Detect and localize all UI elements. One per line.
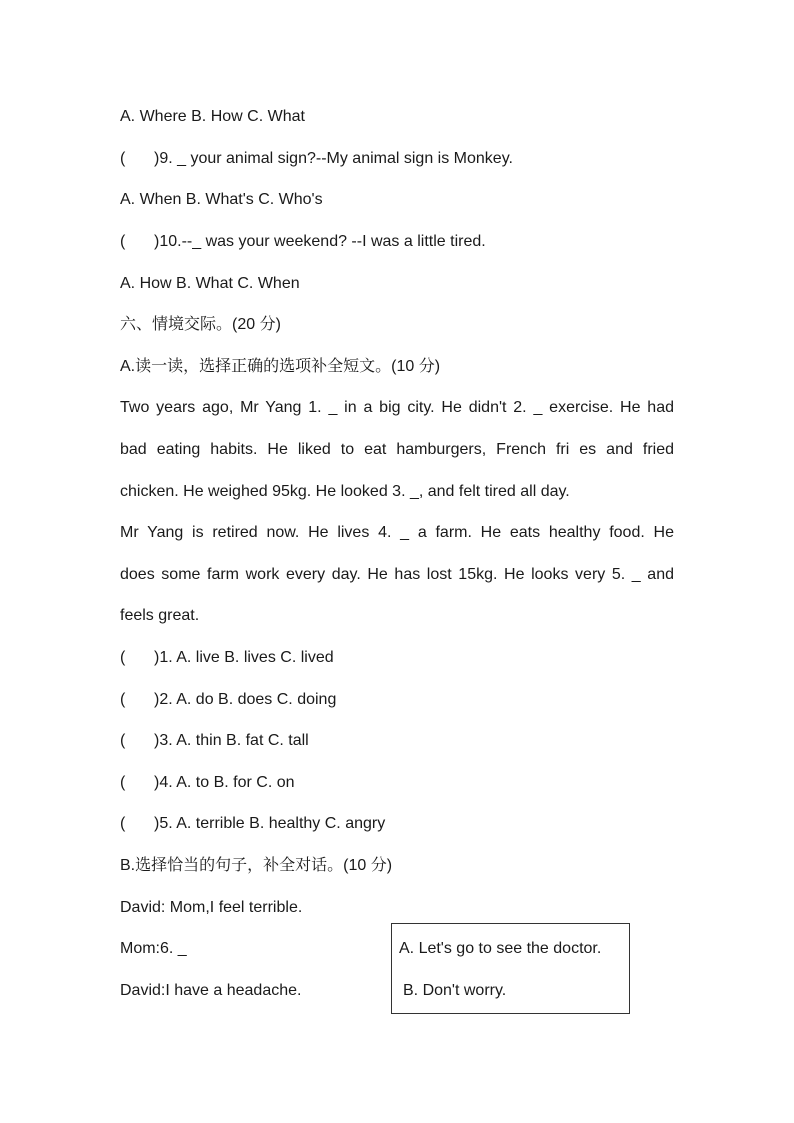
answer-paren: (: [120, 649, 126, 666]
part-a-question-5: [120, 814, 385, 834]
question-9-text: )9. _ your animal sign?--My animal sign is Monkey.: [154, 150, 513, 167]
part-a-question-3: [120, 731, 309, 751]
dialogue-line-3: David:I have a headache.: [120, 982, 302, 999]
part-a-question-4: [120, 773, 295, 793]
passage-line: Two years ago, Mr Yang 1. _ in a big city. He didn't 2. _ exercise. He had: [120, 399, 674, 416]
part-a-question-1: [120, 648, 334, 668]
answer-paren: (: [120, 774, 126, 791]
passage-line: does some farm work every day. He has lost 15kg. He looks very 5. _ and: [120, 566, 674, 583]
q8-options: A. Where B. How C. What: [120, 108, 305, 125]
question-text: )2. A. do B. does C. doing: [154, 691, 337, 708]
question-text: )1. A. live B. lives C. lived: [154, 649, 334, 666]
q10-options: A. How B. What C. When: [120, 275, 300, 292]
part-a-question-2: [120, 690, 336, 710]
q9-options: A. When B. What's C. Who's: [120, 191, 323, 208]
passage-line: Mr Yang is retired now. He lives 4. _ a farm. He eats healthy food. He: [120, 524, 674, 541]
box-option-b: B. Don't worry.: [403, 982, 507, 999]
answer-paren: (: [120, 732, 126, 749]
part-a-title: A.读一读，选择正确的选项补全短文。(10 分): [120, 358, 441, 375]
dialogue-line-2: Mom:6. _: [120, 940, 187, 957]
answer-paren: (: [120, 233, 126, 250]
section-6-title: 六、情境交际。(20 分): [120, 316, 281, 333]
question-text: )5. A. terrible B. healthy C. angry: [154, 815, 386, 832]
passage-line: feels great.: [120, 607, 200, 624]
question-text: )3. A. thin B. fat C. tall: [154, 732, 309, 749]
question-9: [120, 149, 513, 169]
passage-line: bad eating habits. He liked to eat hamburgers, French fri es and fried: [120, 441, 674, 458]
answer-paren: (: [120, 150, 126, 167]
answer-paren: (: [120, 691, 126, 708]
dialogue-line-1: David: Mom,I feel terrible.: [120, 899, 303, 916]
options-box: [391, 923, 630, 1014]
question-text: )4. A. to B. for C. on: [154, 774, 295, 791]
box-option-a: A. Let's go to see the doctor.: [399, 940, 602, 957]
question-10: [120, 232, 486, 252]
part-b-title: B.选择恰当的句子，补全对话。(10 分): [120, 857, 393, 874]
answer-paren: (: [120, 815, 126, 832]
question-10-text: )10.--_ was your weekend? --I was a little tired.: [154, 233, 486, 250]
passage-line: chicken. He weighed 95kg. He looked 3. _, and felt tired all day.: [120, 483, 570, 500]
